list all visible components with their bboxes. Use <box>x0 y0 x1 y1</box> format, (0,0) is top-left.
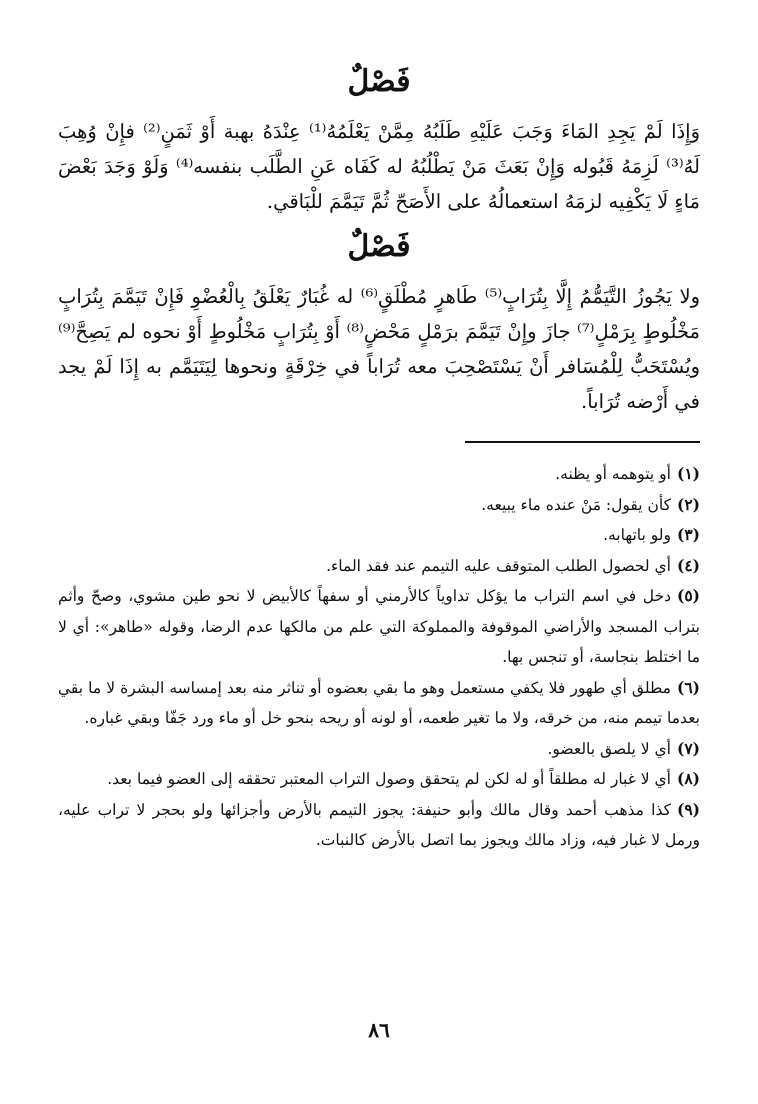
footnote-number: (٦) <box>676 677 700 697</box>
footnote-text: أي لحصول الطلب المتوقف عليه التيمم عند فقد الماء. <box>326 556 671 575</box>
footnote-text: ولو باتهابه. <box>603 526 671 544</box>
footnotes <box>58 459 700 856</box>
footnote <box>58 673 700 734</box>
footnote-text: كذا مذهب أحمد وقال مالك وأبو حنيفة: يجوز التيمم بالأرض وأجزائها ولو بحجر لا تراب عليه، ورمل لا غبار فيه، وزاد مالك ويجوز بما اتصل بالأرض كالنبات. <box>58 800 700 849</box>
footnote-text: أي لا غبار له مطلقاً أو له لكن لم يتحقق وصول التراب المعتبر تحققه إلى العضو فيما بعد. <box>107 770 671 788</box>
footnote-number: (٨) <box>676 769 700 788</box>
footnote-text: دخل في اسم التراب ما يؤكل تداوياً كالأرمني أو سفهاً كالأبيض لا نحو طين مشوي، وصحّ وأثم بتراب المسجد والأراضي الموقوفة والمملوكة التي علم من مالكها عدم الرضا، وقوله «طاهر»: أي لا ما اختلط بنجاسة، أو تنجس بها. <box>58 587 700 666</box>
footnote-number: (٤) <box>676 555 700 575</box>
footnote-text: أي لا يلصق بالعضو. <box>547 739 671 758</box>
footnote-text: كأن يقول: مَنْ عنده ماء يبيعه. <box>481 495 671 514</box>
main-paragraph-1: وَإِذَا لَمْ يَجِدِ المَاءَ وَجَبَ عَلَيْهِ طَلَبُهُ مِمَّنْ يَعْلَمُهُ⁽¹⁾ عِنْدَهُ بهبة أَوْ ثَمَنٍ⁽²⁾ فإِنْ وُهِبَ لَهُ⁽³⁾ لَزِمَهُ قَبُوله وَإِنْ بَعَثَ مَنْ يَطْلُبُهُ له كَفَاه عَنِ الطَّلَب بنفسه⁽⁴⁾ وَلَوْ وَجَدَ بَعْضَ مَاءٍ لَا يَكْفِيه لزمَهُ استعمالُهُ على الأَصَحّ ثُمَّ تَيَمَّمَ للْبَاقي. <box>58 120 701 213</box>
section-heading-2: فَصْلٌ <box>347 229 411 264</box>
footnote-divider <box>58 441 700 443</box>
footnote <box>58 459 700 490</box>
footnote-text: مطلق أي طهور فلا يكفي مستعمل وهو ما بقي بعضوه أو تناثر منه بعد إمساسه البشرة لا ما بقي بعدما تيمم منه، من خرقه، ولا ما تغير طعمه، أو لونه أو ريحه بنحو خل أو ماء ورد جَفّا وبقي غباره. <box>58 678 700 727</box>
footnote <box>58 734 700 765</box>
footnote-number: (٧) <box>676 738 700 758</box>
footnote <box>58 764 700 795</box>
footnote-number: (١) <box>676 464 700 483</box>
footnote-number: (٣) <box>676 525 700 544</box>
footnote <box>58 795 700 856</box>
footnote-number: (٩) <box>676 799 700 819</box>
footnote <box>58 520 700 551</box>
section-heading-1: فَصْلٌ <box>347 64 411 99</box>
footnote <box>58 581 700 673</box>
page-number: ٨٦ <box>368 1018 390 1042</box>
footnote <box>58 551 700 582</box>
footnote-text: أو يتوهمه أو يظنه. <box>555 465 671 483</box>
main-paragraph-2: ولا يَجُوزُ التَّيَمُّمُ إِلَّا بِتُرَابٍ⁽⁵⁾ طَاهرٍ مُطْلَقٍ⁽⁶⁾ له غُبَارٌ يَعْلَقُ بِالْعُضْوِ فَإِنْ تَيَمَّمَ بِتُرَابٍ مَخْلُوطٍ بِرَمْلٍ⁽⁷⁾ جازَ وإِنْ تَيَمَّمَ برَمْلٍ مَحْضٍ⁽⁸⁾ أَوْ بِتُرَابٍ مَخْلُوطٍ أَوْ نحوه لم يَصِحَّ⁽⁹⁾ ويُسْتَحَبُّ لِلْمُسَافر أَنْ يَسْتَصْحِبَ معه تُرَاباً في خِرْقَةٍ ونحوها لِيَتَيَمَّم به إِذَا لَمْ يجد في أَرْضه تُرَاباً. <box>58 285 701 413</box>
footnote-number: (٢) <box>676 494 700 514</box>
footnote <box>58 490 700 521</box>
footnote-number: (٥) <box>676 586 700 605</box>
